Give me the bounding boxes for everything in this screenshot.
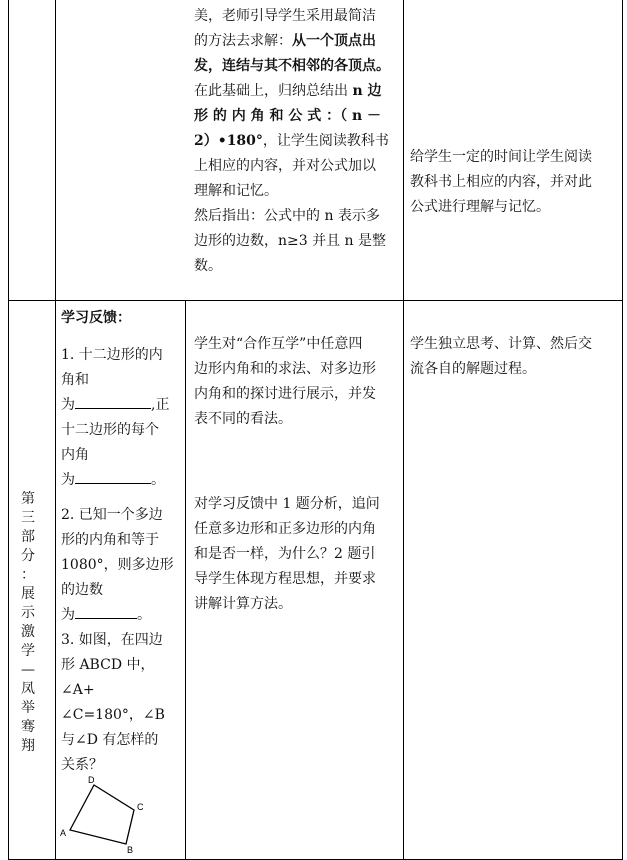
text-line: 讲解计算方法。 xyxy=(194,596,292,612)
top-purpose-cell xyxy=(410,145,620,220)
vertex-label-d: D xyxy=(88,775,95,785)
q3-line: 与∠D 有怎样的 xyxy=(61,732,159,748)
text-line: 对学习反馈中 1 题分析，追问 xyxy=(194,496,380,512)
text-line: 任意多边形和正多边形的内角 xyxy=(194,521,376,537)
q2-line: 2. 已知一个多边 xyxy=(61,507,163,523)
table-border-col2 xyxy=(185,300,186,860)
q2-line: 的边数 xyxy=(61,582,103,598)
q3-line: 形 ABCD 中，∠A+ xyxy=(61,657,155,698)
middle-purpose-cell xyxy=(410,332,620,382)
text-line: 边形内角和的求法、对多边形 xyxy=(194,361,376,377)
text-line: 教科书上相应的内容，并对此 xyxy=(410,174,592,190)
text-line: 在此基础上，归纳总结出 n 边 xyxy=(194,83,382,99)
text-line: 美，老师引导学生采用最简洁 xyxy=(194,8,376,24)
top-teacher-cell xyxy=(194,4,400,279)
q1-line: 十二边形的每个 xyxy=(61,422,159,438)
table-border-right xyxy=(622,0,623,860)
feedback-title: 学习反馈： xyxy=(61,310,131,326)
q3-line: ∠C=180°，∠B xyxy=(61,707,165,723)
q1-line: 内角 xyxy=(61,447,89,463)
vertex-label-a: A xyxy=(60,828,67,838)
answer-blank xyxy=(75,394,151,409)
text-line: 上相应的内容，并对公式加以 xyxy=(194,158,376,174)
table-border-col3 xyxy=(403,0,404,860)
text-line: 边形的边数，n≥3 并且 n 是整 xyxy=(194,233,387,249)
q2-line: 形的内角和等于 xyxy=(61,532,159,548)
text-line: 给学生一定的时间让学生阅读 xyxy=(410,149,592,165)
feedback-cell xyxy=(61,306,183,778)
middle-teacher-cell-1 xyxy=(194,332,400,432)
table-border-left xyxy=(8,0,9,860)
text-line: 表不同的看法。 xyxy=(194,411,292,427)
section-label: 第 三 部 分 ： 展 示 激 学 — 凤 举 骞 翔 xyxy=(21,491,35,754)
text-line: 发，连结与其不相邻的各顶点。 xyxy=(194,58,390,74)
q3-line: 3. 如图，在四边 xyxy=(61,632,163,648)
q2-line: 为 。 xyxy=(61,603,183,628)
q3-line: 关系？ xyxy=(61,757,103,773)
answer-blank xyxy=(75,604,137,619)
text-line: 学生独立思考、计算、然后交 xyxy=(410,336,592,352)
text-line: 内角和的探讨进行展示，并发 xyxy=(194,386,376,402)
q1-line: 为 ,正 xyxy=(61,393,183,418)
text-line: 形 的 内 角 和 公 式 ：（ n － xyxy=(194,108,382,124)
text-line: 2）•180°，让学生阅读教科书 xyxy=(194,133,389,149)
table-row-divider xyxy=(8,300,623,301)
middle-teacher-cell-2 xyxy=(194,492,400,617)
vertex-label-c: C xyxy=(137,802,144,812)
text-line: 然后指出：公式中的 n 表示多 xyxy=(194,208,380,224)
answer-blank xyxy=(75,469,151,484)
text-line: 流各自的解题过程。 xyxy=(410,361,536,377)
text-line: 和是否一样，为什么？2 题引 xyxy=(194,546,376,562)
text-line: 学生对“合作互学”中任意四 xyxy=(194,336,363,352)
quadrilateral-figure xyxy=(58,772,158,854)
text-line: 公式进行理解与记忆。 xyxy=(410,199,550,215)
text-line: 理解和记忆。 xyxy=(194,183,278,199)
text-line: 数。 xyxy=(194,258,222,274)
q1-line: 角和 xyxy=(61,372,89,388)
quadrilateral-abcd xyxy=(70,785,134,844)
vertex-label-b: B xyxy=(127,845,134,854)
table-border-col1 xyxy=(55,0,56,860)
q1-line: 1. 十二边形的内 xyxy=(61,347,163,363)
q2-line: 1080°，则多边形 xyxy=(61,557,174,573)
text-line: 导学生体现方程思想，并要求 xyxy=(194,571,376,587)
q1-line: 为 。 xyxy=(61,468,183,493)
text-line: 的方法去求解：从一个顶点出 xyxy=(194,33,376,49)
